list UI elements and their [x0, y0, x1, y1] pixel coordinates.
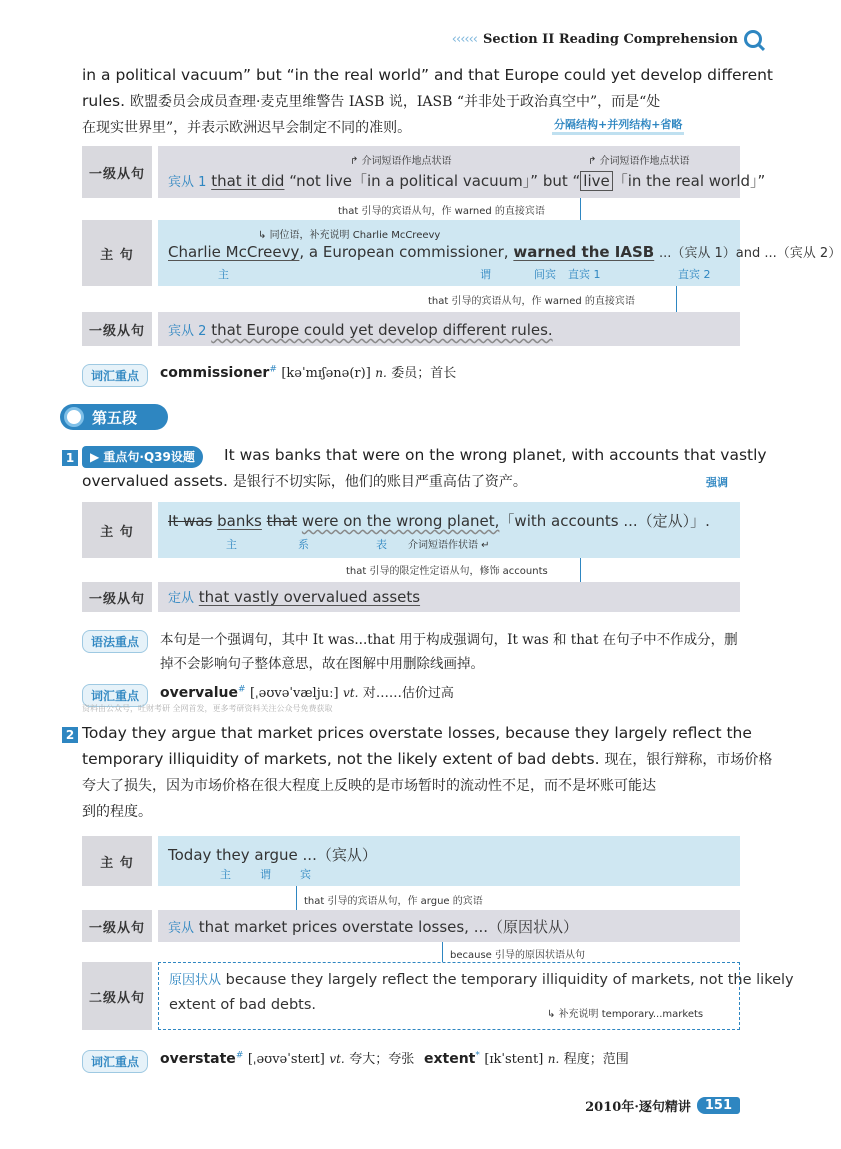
vocab3-pill: 词汇重点 — [82, 1050, 148, 1073]
d1-row2-appos-note: ↳ 同位语，补充说明 Charlie McCreevy — [258, 230, 441, 241]
vocab2-pill: 词汇重点 — [82, 684, 148, 707]
d1-row1-note-left: ↱ 介词短语作地点状语 — [350, 156, 452, 167]
s2-paragraph — [82, 720, 773, 825]
intro-en-line1: in a political vacuum” but “in the real world” and that Europe could yet develop different — [82, 66, 774, 84]
d3-row3-note: ↳ 补充说明 temporary...markets — [547, 1009, 704, 1020]
vocab1-entry: commissioner# [kəˈmɪʃənə(r)] n. 委员；首长 — [160, 364, 457, 381]
d1-row1-body — [158, 146, 766, 198]
d3-row1-body — [158, 836, 740, 886]
d3-row1-sentence: Today they argue ...（宾从） — [168, 846, 377, 864]
d2-prep-note: 介词短语作状语 ↵ — [408, 540, 490, 551]
s2-number: 2 — [62, 727, 78, 743]
d3-row3-line2: extent of bad debts. — [169, 997, 317, 1013]
d1-row2-sentence: Charlie McCreevy, a European commissioner, warned the IASB ...（宾从 1）and ...（宾从 2） — [168, 243, 841, 261]
s2-en-line1: Today they argue that market prices overstate losses, because they largely reflect the — [82, 724, 752, 742]
s1-zh: 是银行不切实际，他们的账目严重高估了资产。 — [232, 474, 527, 490]
d2-row1-label: 主 句 — [82, 502, 152, 558]
s1-en-line2: overvalued assets. — [82, 472, 228, 490]
d1-row1-note-right: ↱ 介词短语作地点状语 — [588, 156, 690, 167]
s2-zh-line4: 到的程度。 — [82, 804, 152, 820]
grammar-pill: 语法重点 — [82, 630, 148, 653]
d1-lbl-verb: 谓 — [480, 268, 491, 281]
s1-emphasis-note: 强调 — [706, 476, 728, 489]
d1-link2-line — [676, 286, 677, 312]
structure-note: 分隔结构+并列结构+省略 — [552, 116, 684, 135]
intro-zh-line2: 欧盟委员会成员查理·麦克里维警告 IASB 说，IASB “并非处于政治真空中”，而是“处 — [129, 94, 661, 110]
header-title: Section II Reading Comprehension — [483, 31, 738, 47]
d3-link1-line — [296, 886, 297, 910]
vocab1-pill: 词汇重点 — [82, 364, 148, 387]
d1-link1-line — [580, 198, 581, 220]
d1-row2-body — [158, 220, 841, 286]
d3-link2-line — [442, 942, 443, 962]
grammar-text: 本句是一个强调句，其中 It was...that 用于构成强调句，It was 和 that 在句子中不作成分，删 掉不会影响句子整体意思，故在图解中用删除线画掉。 — [160, 632, 738, 672]
d3-link2-note: because 引导的原因状语从句 — [450, 950, 586, 961]
d1-link1-note: that 引导的宾语从句，作 warned 的直接宾语 — [338, 206, 545, 217]
magnifier-icon — [744, 30, 762, 48]
page-header — [452, 30, 762, 48]
d1-lbl-io: 间宾 — [534, 268, 556, 281]
s2-en-line2: temporary illiquidity of markets, not the likely extent of bad debts. — [82, 750, 600, 768]
d3-lbl-s: 主 — [220, 868, 231, 881]
page-number: 151 — [697, 1097, 740, 1114]
s1-paragraph — [82, 442, 767, 495]
footer-text: 2010年·逐句精讲 — [585, 1100, 691, 1115]
d3-row2-sentence: 宾从 that market prices overstate losses, ...（原因状从） — [168, 918, 579, 936]
d1-row3-sentence: 宾从 2 that Europe could yet develop different rules. — [168, 321, 553, 339]
d2-row2-body — [158, 582, 740, 612]
d1-lbl-subject: 主 — [218, 268, 229, 281]
d3-row2-body — [158, 910, 740, 942]
s1-number: 1 — [62, 450, 78, 466]
section-magnifier-icon — [64, 407, 84, 427]
d2-lbl-s: 主 — [226, 538, 237, 551]
d1-link2-note: that 引导的宾语从句，作 warned 的直接宾语 — [428, 296, 635, 307]
d3-row2-label: 一级从句 — [82, 910, 152, 942]
footer — [585, 1096, 740, 1115]
d1-row3-body — [158, 312, 740, 346]
s1-flag: ▶ 重点句·Q39设题 — [82, 446, 203, 468]
s1-en-line1: It was banks that were on the wrong planet, with accounts that vastly — [224, 446, 767, 464]
intro-zh-line3: 在现实世界里”，并表示欧洲迟早会制定不同的准则。 — [82, 120, 412, 136]
d2-lbl-v: 系 — [298, 538, 309, 551]
d2-link-note: that 引导的限定性定语从句，修饰 accounts — [346, 566, 548, 577]
d2-row2-label: 一级从句 — [82, 582, 152, 612]
d1-lbl-do2: 直宾 2 — [678, 268, 711, 281]
intro-en-line2: rules. — [82, 92, 126, 110]
d1-row1-label: 一级从句 — [82, 146, 152, 198]
d1-lbl-do1: 直宾 1 — [568, 268, 601, 281]
d3-link1-note: that 引导的宾语从句，作 argue 的宾语 — [304, 896, 483, 907]
d3-row3-label: 二级从句 — [82, 962, 152, 1030]
d1-row2-label: 主 句 — [82, 220, 152, 286]
header-arrows: ‹‹‹‹‹‹ — [451, 31, 477, 47]
d2-row2-sentence: 定从 that vastly overvalued assets — [168, 588, 421, 606]
vocab3-entry-1: overstate# [ˌəʊvəˈsteɪt] vt. 夸大；夸张 — [160, 1050, 415, 1067]
d2-link-line — [580, 558, 581, 582]
d1-row3-label: 一级从句 — [82, 312, 152, 346]
d2-row1-sentence: It was banks that were on the wrong planet,「with accounts ...（定从）」. — [168, 512, 710, 530]
d1-row1-sentence: 宾从 1 that it did “not live「in a political vacuum」” but “ live 「in the real world」” — [168, 172, 766, 190]
d3-row3-line1: 原因状从 because they largely reflect the temporary illiquidity of markets, not the likely — [169, 972, 794, 988]
vocab2-entry: overvalue# [ˌəʊvəˈvæljuː] vt. 对……估价过高 — [160, 684, 454, 701]
d3-lbl-o: 宾 — [300, 868, 311, 881]
d3-row1-label: 主 句 — [82, 836, 152, 886]
watermark-text: 资料由公众号，吐财考研 全网首发，更多考研资料关注公众号免费获取 — [82, 704, 333, 713]
vocab3-entry-2: extent* [ɪkˈstent] n. 程度；范围 — [424, 1050, 629, 1067]
d3-lbl-v: 谓 — [260, 868, 271, 881]
section-title: 第五段 — [60, 404, 168, 430]
d2-lbl-p: 表 — [376, 538, 387, 551]
s2-zh-line3: 夸大了损失，因为市场价格在很大程度上反映的是市场暂时的流动性不足，而不是坏账可能达 — [82, 778, 656, 794]
d3-row3-body — [158, 962, 794, 1030]
d2-row1-body — [158, 502, 740, 558]
s2-zh-line2: 现在，银行辩称，市场价格 — [604, 752, 773, 768]
